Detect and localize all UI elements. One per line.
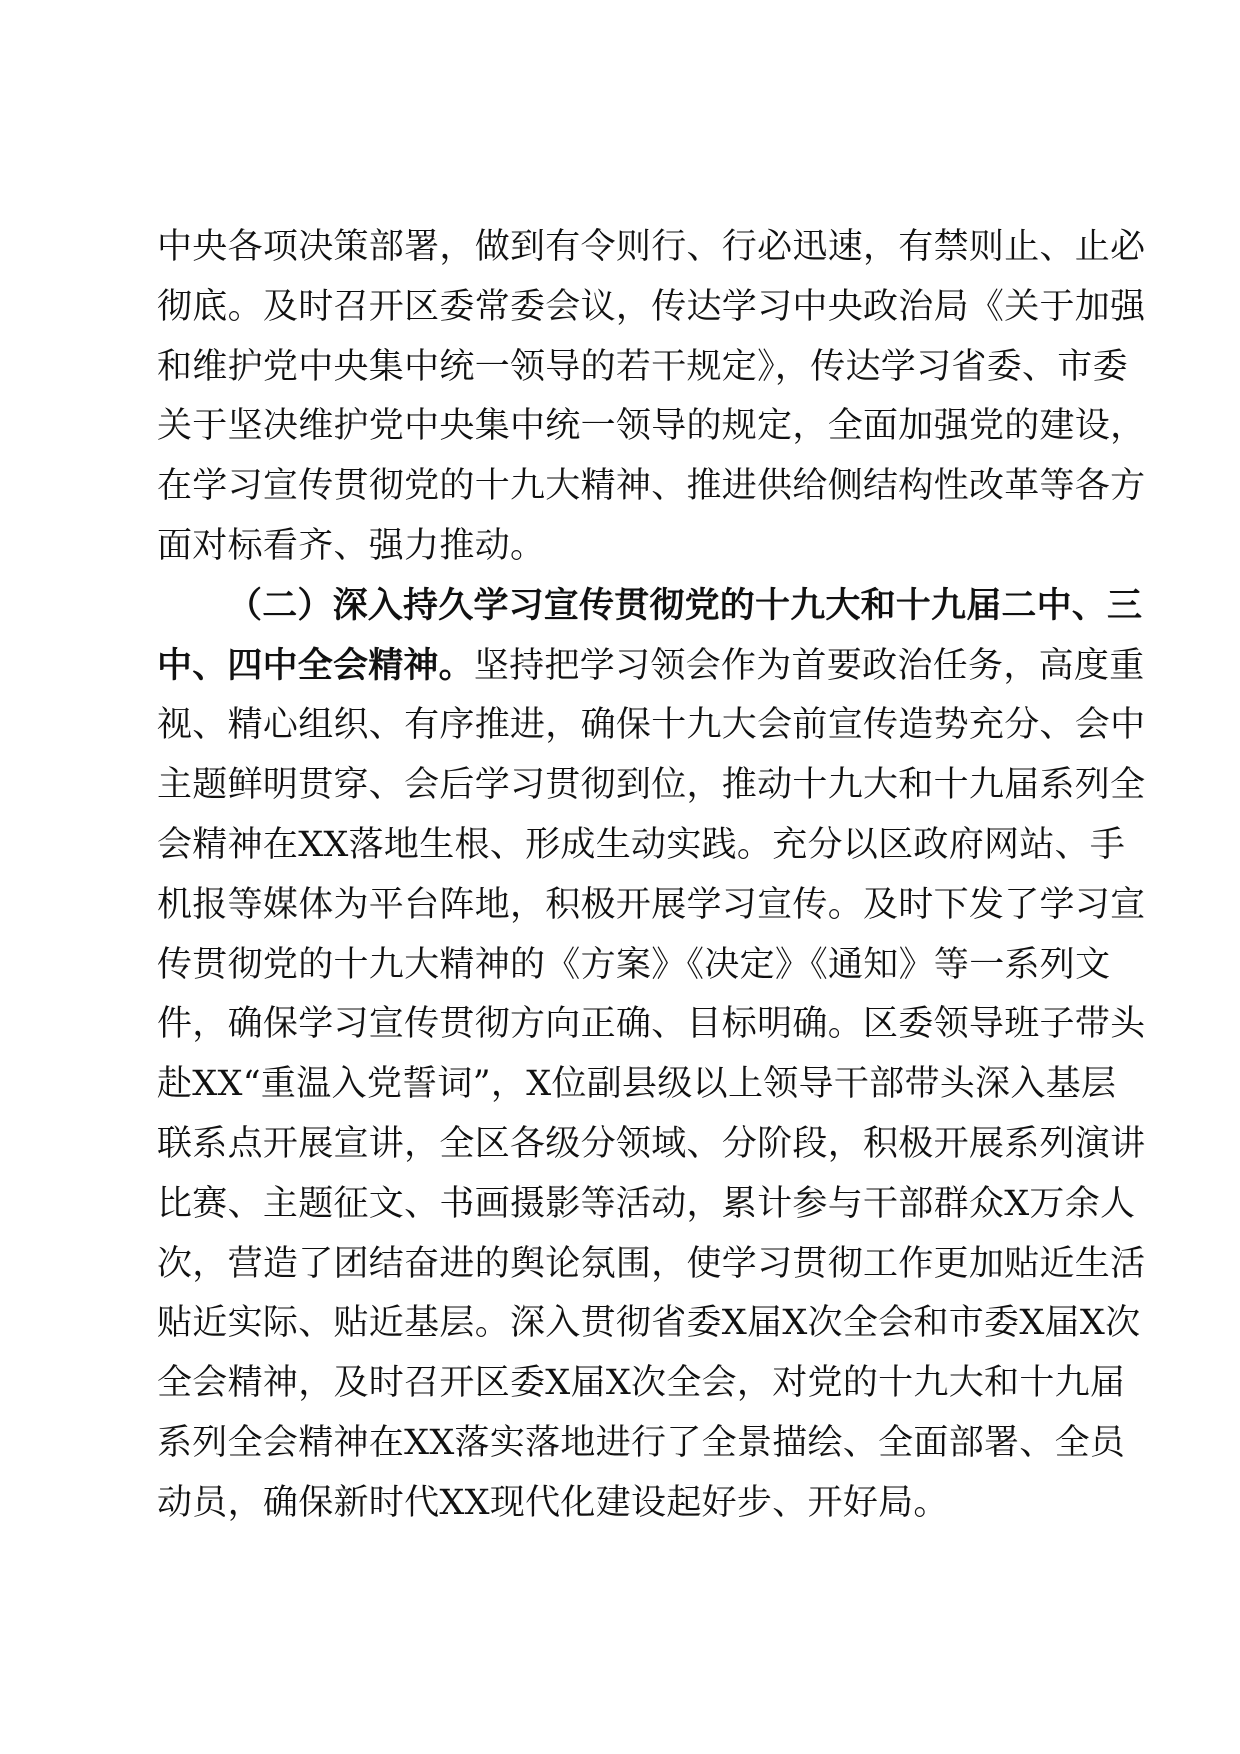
section-heading: （二）深入持久学习宣传贯彻党的十九大和十九届二中、三 xyxy=(227,585,1143,626)
paragraph-line: 面对标看齐、强力推动。 xyxy=(157,525,546,566)
paragraph-line: 动员，确保新时代XX现代化建设起好步、开好局。 xyxy=(157,1482,949,1523)
paragraph-line: 比赛、主题征文、书画摄影等活动，累计参与干部群众X万余人 xyxy=(157,1183,1136,1224)
paragraph-line xyxy=(157,637,1145,697)
paragraph-line: 机报等媒体为平台阵地，积极开展学习宣传。及时下发了学习宣 xyxy=(157,884,1146,925)
paragraph-line: 和维护党中央集中统一领导的若干规定》，传达学习省委、市委 xyxy=(157,346,1128,387)
paragraph-line: 联系点开展宣讲，全区各级分领域、分阶段，积极开展系列演讲 xyxy=(157,1123,1146,1164)
paragraph-line: 贴近实际、贴近基层。深入贯彻省委X届X次全会和市委X届X次 xyxy=(157,1303,1141,1344)
paragraph-line: 系列全会精神在XX落实落地进行了全景描绘、全面部署、全员 xyxy=(157,1422,1126,1463)
paragraph-line: 会精神在XX落地生根、形成生动实践。充分以区政府网站、手 xyxy=(157,824,1126,865)
paragraph-text: 坚持把学习领会作为首要政治任务，高度重 xyxy=(473,645,1145,686)
paragraph-line: 全会精神，及时召开区委X届X次全会，对党的十九大和十九届 xyxy=(157,1363,1126,1404)
paragraph-line: 彻底。及时召开区委常委会议，传达学习中央政治局《关于加强 xyxy=(157,286,1146,327)
paragraph-line: 关于坚决维护党中央集中统一领导的规定，全面加强党的建设， xyxy=(157,406,1146,447)
paragraph-line: 件，确保学习宣传贯彻方向正确、目标明确。区委领导班子带头 xyxy=(157,1004,1146,1045)
paragraph-2 xyxy=(157,577,1146,1534)
paragraph-line: 主题鲜明贯穿、会后学习贯彻到位，推动十九大和十九届系列全 xyxy=(157,765,1146,806)
paragraph-line: 中央各项决策部署，做到有令则行、行必迅速，有禁则止、止必 xyxy=(157,227,1146,267)
paragraph-line: 次，营造了团结奋进的舆论氛围，使学习贯彻工作更加贴近生活 xyxy=(157,1243,1146,1284)
section-heading-end: 中、四中全会精神。 xyxy=(157,645,474,686)
paragraph-line: 视、精心组织、有序推进，确保十九大会前宣传造势充分、会中 xyxy=(157,705,1146,746)
paragraph-1 xyxy=(157,218,1146,577)
document-body xyxy=(157,218,1146,1534)
paragraph-line: 在学习宣传贯彻党的十九大精神、推进供给侧结构性改革等各方 xyxy=(157,466,1146,507)
paragraph-line: 赴XX“重温入党誓词”，X位副县级以上领导干部带头深入基层 xyxy=(157,1064,1117,1105)
paragraph-line: 传贯彻党的十九大精神的《方案》《决定》《通知》等一系列文 xyxy=(157,944,1111,985)
